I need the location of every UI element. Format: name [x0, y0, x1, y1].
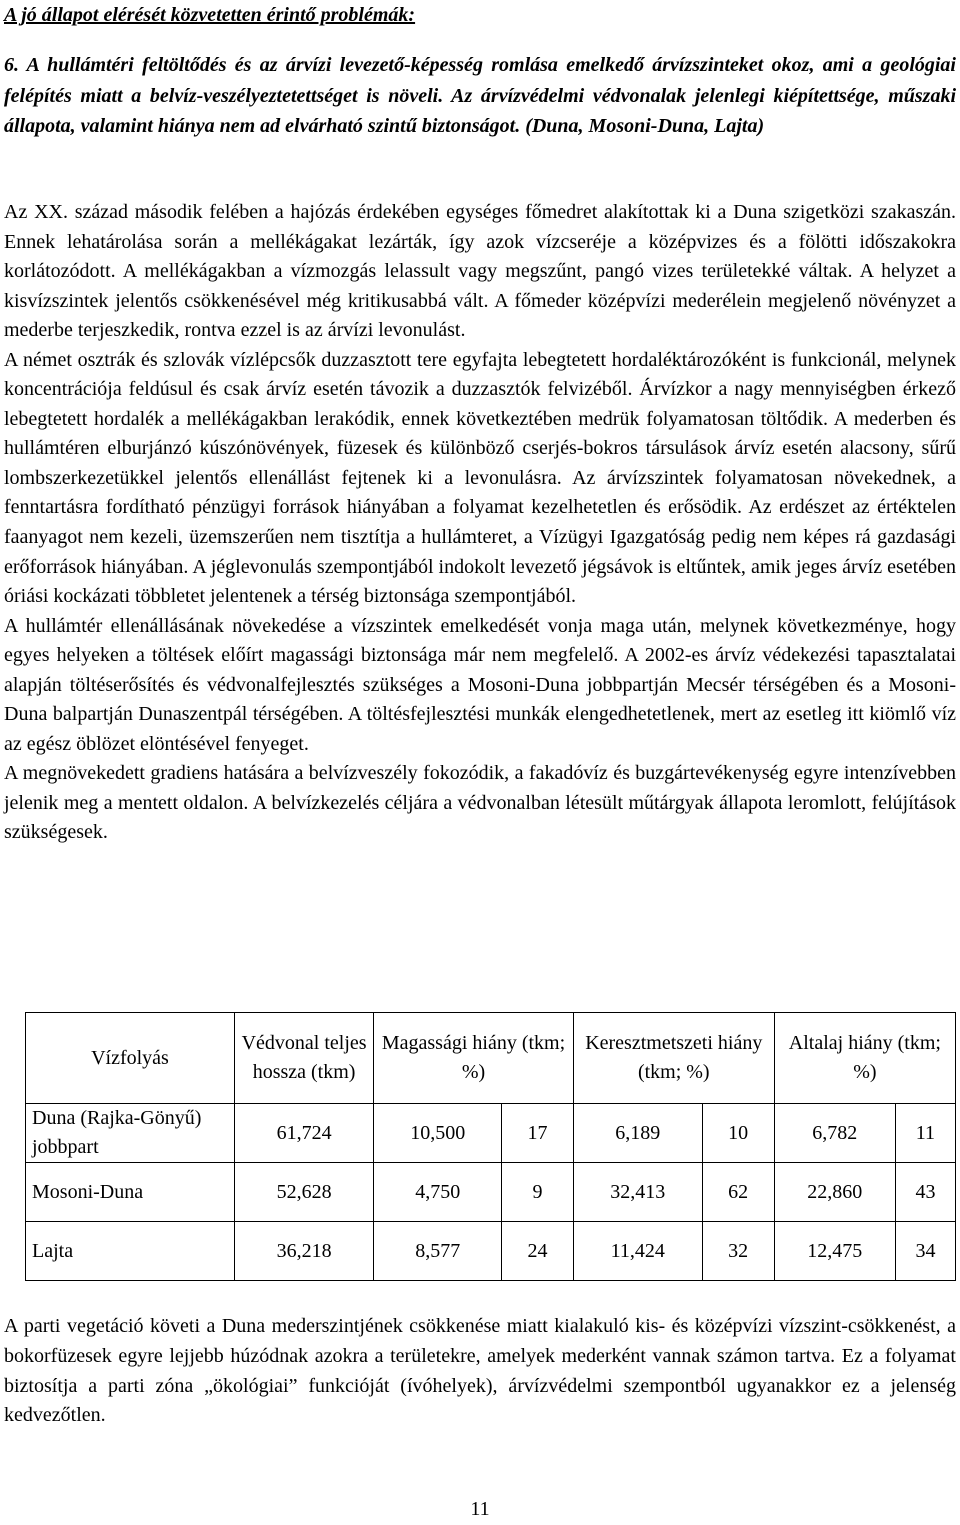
- paragraph: A hullámtér ellenállásának növekedése a vízszintek emelkedését vonja maga után, melynek következménye, hogy egyes helyeken a töltések előírt magassági biztonsága már nem megfelelő. A 2002-es árvíz védekezési tapasztalatai alapján töltéserősítés és védvonalfejlesztés szükséges a Mosoni-Duna jobbpartján Mecsér térségében és a Mosoni-Duna balpartján Dunaszentpál térségében. A töltésfejlesztési munkák elengedhetetlenek, mert az esetleg itt kiömlő víz az egész öblözet elöntésével fenyeget.: [4, 614, 956, 755]
- cell-cross-tkm: 32,413: [573, 1163, 702, 1222]
- cell-length: 61,724: [234, 1104, 373, 1163]
- page-number: 11: [470, 1498, 490, 1520]
- cell-cross-pct: 10: [702, 1104, 774, 1163]
- cell-subsoil-tkm: 12,475: [774, 1222, 895, 1281]
- cell-subsoil-pct: 11: [895, 1104, 955, 1163]
- cell-height-tkm: 8,577: [374, 1222, 502, 1281]
- header-length: Védvonal teljes hossza (tkm): [234, 1013, 373, 1104]
- table-row: [26, 1163, 956, 1222]
- cell-river: Duna (Rajka-Gönyű) jobbpart: [26, 1104, 235, 1163]
- header-cross-section-deficit: Keresztmetszeti hiány (tkm; %): [573, 1013, 774, 1104]
- problem-statement: 6. A hullámtéri feltöltődés és az árvízi levezető-képesség romlása emelkedő árvízszinteket okoz, ami a geológiai felépítés miatt a belvíz-veszélyeztetettséget is növeli. Az árvízvédelmi védvonalak jelenlegi kiépítettsége, műszaki állapota, valamint hiánya nem ad elvárható szintű biztonságot. (Duna, Mosoni-Duna, Lajta): [4, 54, 956, 137]
- cell-subsoil-tkm: 6,782: [774, 1104, 895, 1163]
- section-heading: A jó állapot elérését közvetetten érintő problémák:: [4, 4, 416, 26]
- table-row: [26, 1104, 956, 1163]
- cell-river: Lajta: [26, 1222, 235, 1281]
- cell-cross-tkm: 11,424: [573, 1222, 702, 1281]
- closing-paragraph: A parti vegetáció követi a Duna mederszintjének csökkenése miatt kialakuló kis- és középvízi vízszint-csökkenést, a bokorfüzesek egyre lejjebb húzódnak azokra a területekre, amelyek mederként vannak számon tartva. Ez a folyamat biztosítja a parti zóna „ökológiai” funkcióját (ívóhelyek), árvízvédelmi szempontból ugyanakkor ez a jelenség kedvezőtlen.: [4, 1315, 956, 1427]
- cell-height-tkm: 4,750: [374, 1163, 502, 1222]
- paragraph: Az XX. század második felében a hajózás érdekében egységes főmedret alakítottak ki a Duna szigetközi szakaszán. Ennek lehatárolása során a mellékágakat lezárták, így azok vízcseréje a középvizes és a fölötti időszakokra korlátozódott. A mellékágakban a vízmozgás lelassult vagy megszűnt, pangó vizes területekké váltak. A helyzet a kisvízszintek jelentős csökkenésével még kritikusabbá vált. A főmeder középvízi mederélein megjelenő növényzet a mederbe terjeszkedik, rontva ezzel is az árvízi levonulást.: [4, 201, 956, 342]
- cell-length: 36,218: [234, 1222, 373, 1281]
- header-subsoil-deficit: Altalaj hiány (tkm; %): [774, 1013, 955, 1104]
- cell-height-tkm: 10,500: [374, 1104, 502, 1163]
- cell-cross-pct: 62: [702, 1163, 774, 1222]
- cell-subsoil-pct: 43: [895, 1163, 955, 1222]
- paragraph: A német osztrák és szlovák vízlépcsők duzzasztott tere egyfajta lebegtetett hordaléktározóként is funkcionál, melynek koncentrációja feldúsul és csak árvíz esetén távozik a duzzasztók felvizéből. Árvízkor a nagy mennyiségben érkező lebegtetett hordalék a mellékágakban lerakódik, ennek következtében medrük folyamatosan töltődik. A mederben és hullámtéren elburjánzó kúszónövények, füzesek és különböző cserjés-bokros társulások árvíz esetén alacsony, sűrű lombszerkezetükkel jelentős ellenállást fejtenek ki a levonulásra. Az árvízszintek folyamatosan növekednek, a fenntartásra fordítható pénzügyi források hiányában a folyamat kezelhetetlen és erősödik. Az erdészet az értéktelen faanyagot nem kezeli, üzemszerűen nem tisztítja a hullámteret, a Vízügyi Igazgatóság pedig nem képes rá gazdasági erőforrások hiányában. A jéglevonulás szempontjából indokolt levezető jégsávok is eltűntek, amik jeges árvíz esetében óriási kockázati többletet jelentenek a térség biztonsága szempontjából.: [4, 348, 956, 608]
- cell-river: Mosoni-Duna: [26, 1163, 235, 1222]
- cell-cross-tkm: 6,189: [573, 1104, 702, 1163]
- cell-height-pct: 17: [502, 1104, 574, 1163]
- body-text: [4, 198, 956, 848]
- cell-subsoil-tkm: 22,860: [774, 1163, 895, 1222]
- header-river: Vízfolyás: [26, 1013, 235, 1104]
- table-header-row: [26, 1013, 956, 1104]
- cell-subsoil-pct: 34: [895, 1222, 955, 1281]
- flood-defense-table: [25, 1012, 956, 1281]
- paragraph: A megnövekedett gradiens hatására a belvízveszély fokozódik, a fakadóvíz és buzgártevékenység egyre intenzívebben jelenik meg a mentett oldalon. A belvízkezelés céljára a védvonalban létesült műtárgyak állapota leromlott, felújítások szükségesek.: [4, 762, 956, 844]
- header-height-deficit: Magassági hiány (tkm; %): [374, 1013, 574, 1104]
- cell-cross-pct: 32: [702, 1222, 774, 1281]
- table-row: [26, 1222, 956, 1281]
- cell-height-pct: 24: [502, 1222, 574, 1281]
- cell-height-pct: 9: [502, 1163, 574, 1222]
- cell-length: 52,628: [234, 1163, 373, 1222]
